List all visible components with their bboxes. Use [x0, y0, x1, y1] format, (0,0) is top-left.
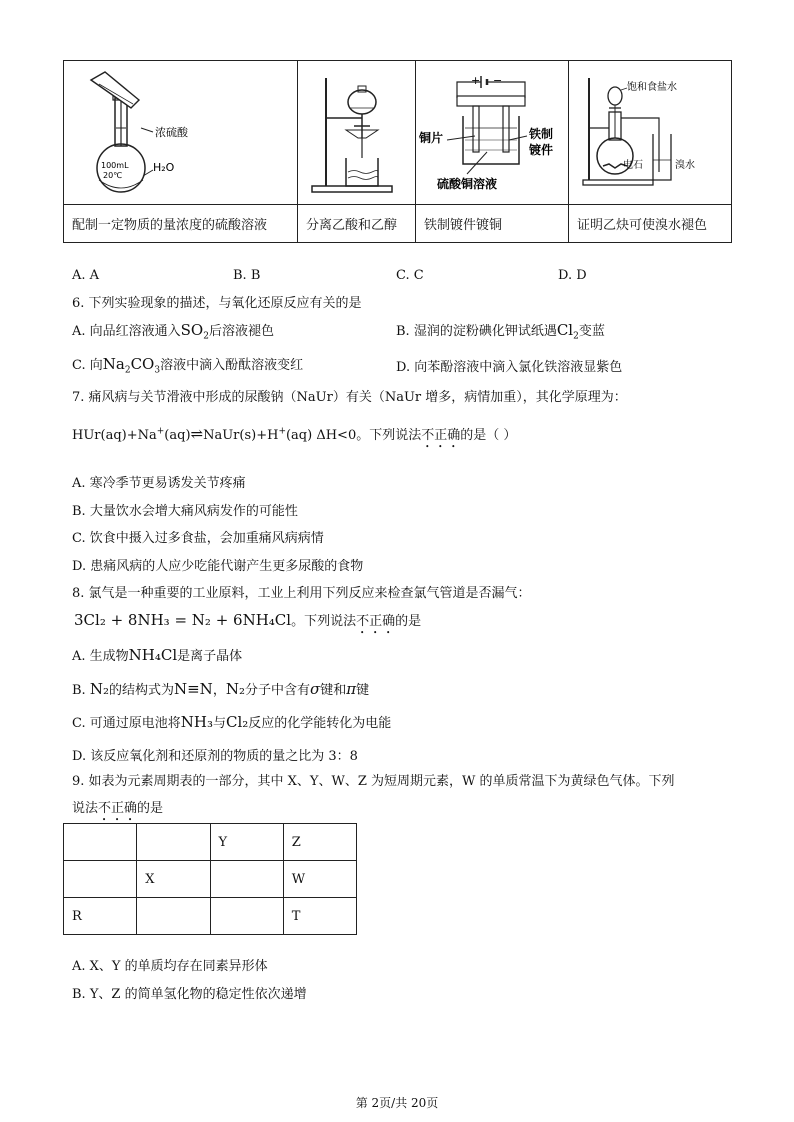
label-bromine-water: 溴水: [675, 159, 695, 171]
acetylene-generator-icon: [575, 68, 725, 198]
caption-c: 铁制镀件镀铜: [416, 205, 569, 243]
table-row: [64, 898, 357, 935]
q6-option-b: B. 湿润的淀粉碘化钾试纸遇$Cl_2$变蓝: [396, 321, 605, 342]
q8-option-a: A. 生成物NH₄Cl是离子晶体: [72, 646, 243, 664]
label-flask-volume: 100mL: [100, 160, 129, 170]
label-flask-temp: 20℃: [102, 170, 122, 180]
separatory-funnel-icon: [302, 68, 412, 198]
table-cell: [210, 898, 283, 935]
table-cell: R: [64, 898, 137, 935]
table-cell: Y: [210, 824, 283, 861]
table-cell: T: [283, 898, 356, 935]
volumetric-flask-icon: [81, 68, 281, 198]
q6-option-a: A. 向品红溶液通入$SO_2$后溶液褪色: [72, 321, 274, 342]
q9-stem-line1: 9. 如表为元素周期表的一部分，其中 X、Y、W、Z 为短周期元素，W 的单质常温下为黄绿色气体。下列: [72, 774, 675, 789]
q7-option-c: C. 饮食中摄入过多食盐，会加重痛风病病情: [72, 531, 324, 546]
page-footer: 第 2页/共 20页: [355, 1096, 439, 1110]
caption-a: 配制一定物质的量浓度的硫酸溶液: [64, 205, 298, 243]
apparatus-table: [63, 60, 732, 243]
q5-option-a: A. A: [72, 268, 100, 283]
label-iron-part-1: 铁制: [529, 126, 554, 141]
table-cell: Z: [283, 824, 356, 861]
table-cell: [64, 824, 137, 861]
table-cell: [210, 861, 283, 898]
q6-option-c: C. 向$Na_2CO_3$溶液中滴入酚酞溶液变红: [72, 355, 304, 376]
q7-option-b: B. 大量饮水会增大痛风病发作的可能性: [72, 504, 298, 519]
label-brine: 饱和食盐水: [627, 81, 677, 93]
q5-option-c: C. C: [396, 268, 424, 283]
label-carbide: 电石: [623, 159, 643, 171]
label-plus: +: [471, 73, 481, 87]
table-cell: [64, 861, 137, 898]
caption-b: 分离乙酸和乙醇: [298, 205, 416, 243]
caption-d: 证明乙炔可使溴水褪色: [569, 205, 732, 243]
q9-stem-line2: 说法不正确的是: [72, 801, 164, 816]
label-copper-sulfate: 硫酸铜溶液: [437, 176, 498, 191]
q7-stem: 7. 痛风病与关节滑液中形成的尿酸钠（NaUr）有关（NaUr 增多，病情加重），其化学原理为：: [72, 390, 627, 405]
periodic-table-fragment: [63, 823, 357, 935]
apparatus-image-a: [64, 61, 298, 205]
q6-option-d: D. 向苯酚溶液中滴入氯化铁溶液显紫色: [396, 360, 623, 375]
table-cell: W: [283, 861, 356, 898]
q8-option-b: B. N₂的结构式为N≡N，N₂分子中含有σ键和π键: [72, 680, 370, 698]
q8-stem: 8. 氯气是一种重要的工业原料，工业上利用下列反应来检查氯气管道是否漏气：: [72, 586, 531, 601]
table-row: [64, 824, 357, 861]
q8-option-c: C. 可通过原电池将NH₃与Cl₂反应的化学能转化为电能: [72, 713, 392, 731]
q9-option-b: B. Y、Z 的简单氢化物的稳定性依次递增: [72, 987, 307, 1002]
label-iron-part-2: 镀件: [529, 142, 554, 157]
q9-option-a: A. X、Y 的单质均存在同素异形体: [72, 959, 268, 974]
apparatus-image-d: [569, 61, 732, 205]
q7-equation: HUr(aq)+Na+(aq)⇌NaUr(s)+H+(aq) ΔH<0。下列说法不正确的是（ ）: [72, 425, 517, 443]
q8-option-d: D. 该反应氧化剂和还原剂的物质的量之比为 3：8: [72, 749, 358, 764]
table-row: [64, 861, 357, 898]
label-water: H₂O: [152, 160, 174, 174]
label-conc-sulfuric: 浓硫酸: [154, 125, 188, 139]
q6-stem: 6. 下列实验现象的描述，与氧化还原反应有关的是: [72, 296, 362, 311]
table-cell: [137, 898, 210, 935]
label-copper-plate: 铜片: [419, 130, 444, 145]
label-minus: −: [493, 73, 503, 87]
q7-option-d: D. 患痛风病的人应少吃能代谢产生更多尿酸的食物: [72, 559, 364, 574]
apparatus-image-b: [298, 61, 416, 205]
electroplating-cell-icon: [417, 68, 567, 198]
apparatus-image-c: [416, 61, 569, 205]
table-cell: X: [137, 861, 210, 898]
q7-option-a: A. 寒冷季节更易诱发关节疼痛: [72, 476, 246, 491]
q8-equation: 3Cl₂ + 8NH₃ = N₂ + 6NH₄Cl。下列说法不正确的是: [74, 611, 422, 629]
q5-option-b: B. B: [233, 268, 261, 283]
q5-option-d: D. D: [558, 268, 587, 283]
table-cell: [137, 824, 210, 861]
